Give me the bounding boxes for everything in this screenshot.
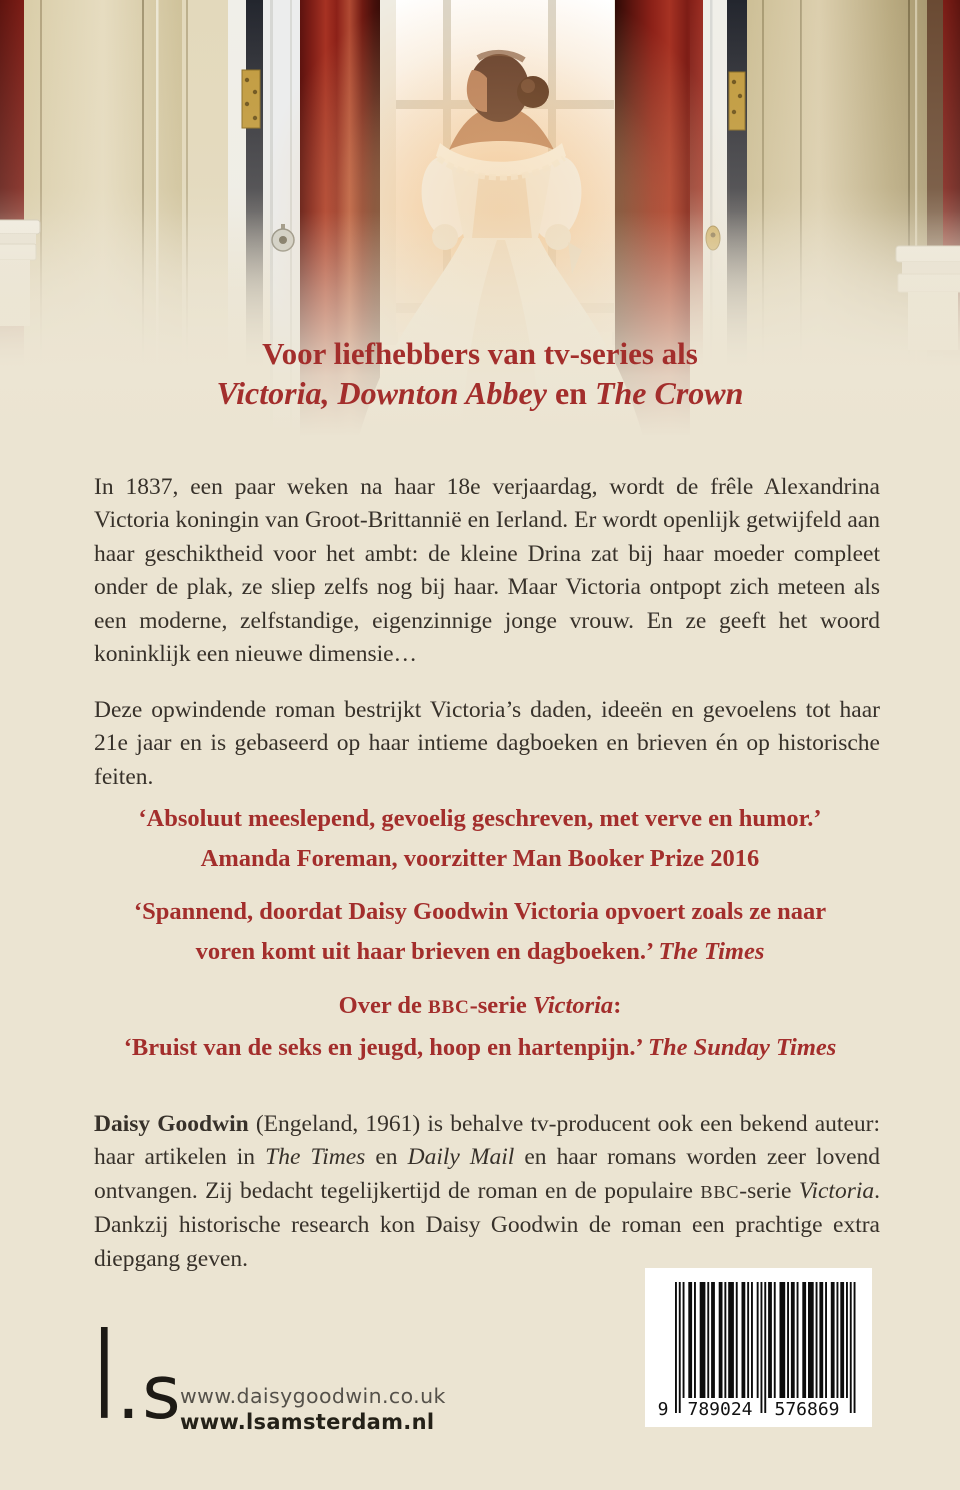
text-segment: Daily Mail [407, 1144, 515, 1171]
barcode-bars [645, 1268, 872, 1427]
publisher-website: www.lsamsterdam.nl [180, 1410, 435, 1434]
text-segment: .s [116, 1350, 183, 1436]
text-segment: -serie [739, 1177, 799, 1204]
quote-bbc [80, 986, 880, 1068]
text-segment: BBC [700, 1181, 740, 1202]
text-segment: . Dankzij historische research kon Daisy Goodwin de roman een prachtige extra diepgang geven. [94, 1177, 881, 1272]
paragraph-intro: In 1837, een paar weken na haar 18e verjaardag, wordt de frêle Alexandrina Victoria koningin van Groot-Brittannië en Ierland. Er wordt openlijk getwijfeld aan haar geschiktheid voor het ambt: de kleine Drina zat bij haar moeder compleet onder de plak, ze sliep zelfs nog bij haar. Maar Victoria ontpopt zich meteen als een moderne, zelfstandige, eigenzinnige jonge vrouw. En ze geeft het woord koninklijk een nieuwe dimensie… [94, 473, 880, 668]
text-segment: BBC [428, 997, 470, 1018]
text-segment: en haar romans worden zeer lovend ontvangen. Zij bedacht tegelijkertijd de roman en de populaire [94, 1144, 881, 1204]
text-segment: Victoria, Downton Abbey [216, 375, 547, 411]
isbn-prefix: 9 [657, 1399, 669, 1420]
text-segment: -serie [469, 992, 533, 1019]
text-segment: en [365, 1144, 408, 1171]
author-website: www.daisygoodwin.co.uk [180, 1384, 446, 1408]
text-segment: The Times [265, 1144, 366, 1171]
text-segment: The Times [658, 938, 765, 965]
headline [0, 334, 960, 414]
text-segment: (Engeland, 1961) is behalve tv-producent ook een bekend auteur: haar artikelen in [94, 1110, 880, 1171]
publisher-logo [94, 1307, 183, 1448]
text-segment: en [546, 375, 595, 411]
text-segment: : [613, 992, 622, 1019]
headline-line1: Voor liefhebbers van tv-series als [262, 336, 698, 371]
text-segment: The Crown [594, 375, 744, 411]
quote-bbc-intro [80, 986, 880, 1028]
text-segment: The Sunday Times [648, 1034, 837, 1061]
text-segment: Victoria [532, 992, 614, 1019]
text-segment: Victoria [798, 1177, 875, 1204]
text-segment: Over de [338, 992, 429, 1019]
quote-foreman-attribution: Amanda Foreman, voorzitter Man Booker Prize 2016 [200, 845, 760, 872]
isbn-group1: 789024 [687, 1399, 753, 1420]
text-segment: ‘Spannend, doordat Daisy Goodwin Victoria opvoert zoals ze naar voren komt uit haar brieven en dagboeken.’ [133, 898, 827, 965]
barcode [645, 1268, 872, 1427]
author-bio [94, 1108, 880, 1277]
quote-foreman-text: ‘Absoluut meeslepend, gevoelig geschreven, met verve en humor.’ [138, 805, 822, 832]
paragraph-summary: Deze opwindende roman bestrijkt Victoria’s daden, ideeën en gevoelens tot haar 21e jaar en is gebaseerd op haar intieme dagboeken en brieven én op historische feiten. [94, 696, 880, 790]
footer-websites [180, 1383, 446, 1436]
quote-times [110, 892, 850, 972]
quote-bbc-text [80, 1028, 880, 1068]
text-segment: l [94, 1307, 117, 1448]
text-segment: ‘Bruist van de seks en jeugd, hoop en hartenpijn.’ [123, 1034, 649, 1061]
text-segment: Daisy Goodwin [94, 1110, 249, 1137]
headline-line2 [0, 373, 960, 414]
quote-foreman [80, 799, 880, 879]
isbn-group2: 576869 [774, 1399, 840, 1420]
